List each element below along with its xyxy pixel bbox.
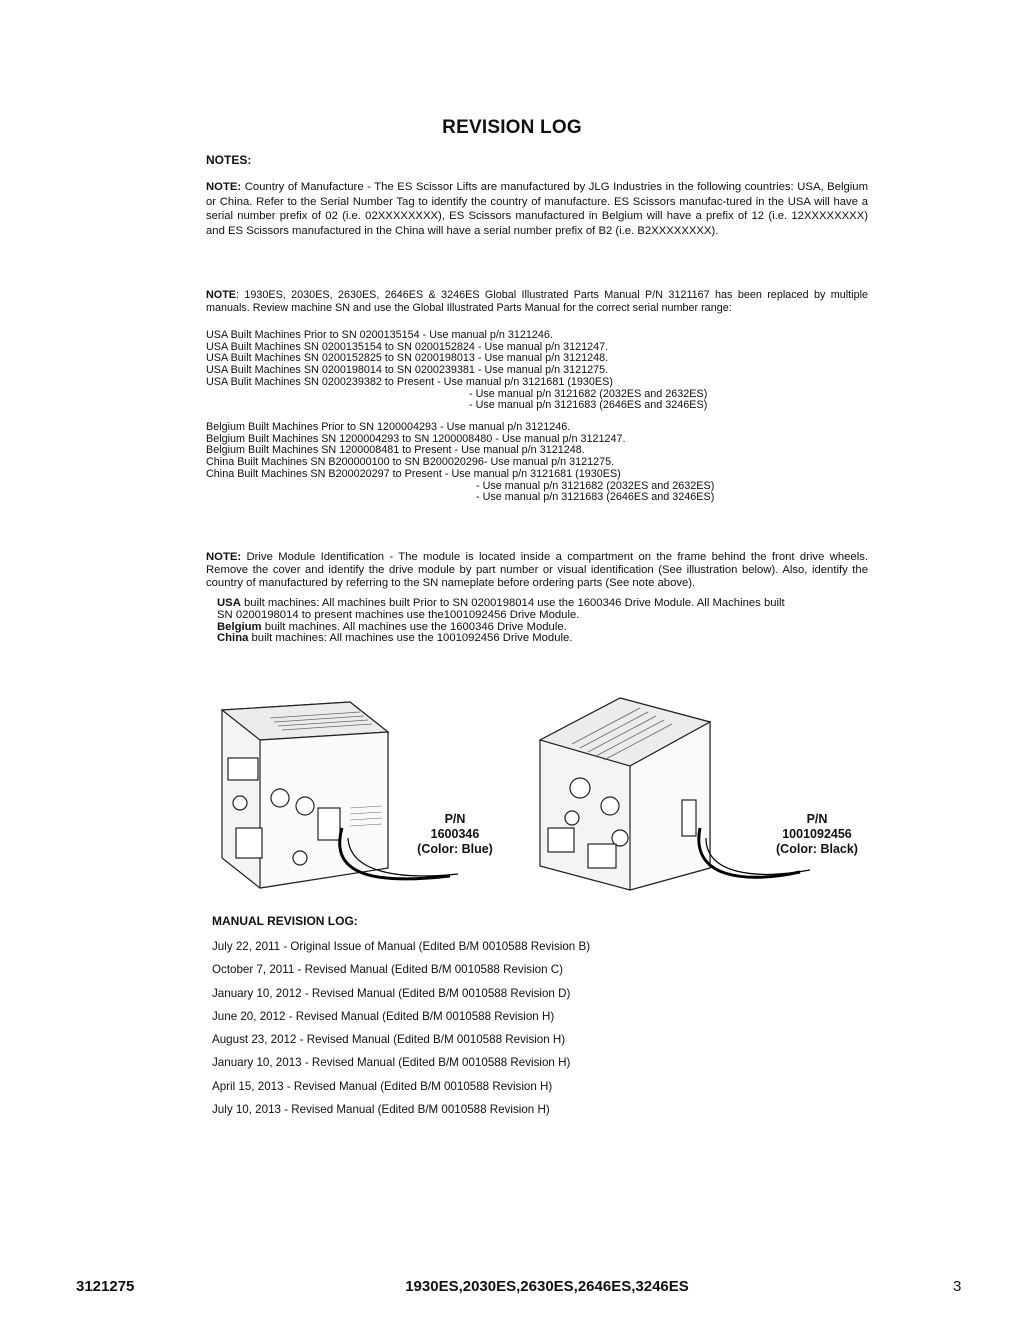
module-label-right: P/N 1001092456 (Color: Black) <box>776 812 858 856</box>
list-item: August 23, 2012 - Revised Manual (Edited B/M 0010588 Revision H) <box>212 1033 566 1047</box>
revision-list <box>212 940 590 1126</box>
page-number: 3 <box>953 1278 962 1295</box>
drive-module-drawing <box>200 688 880 918</box>
list-item: USA Built Machines Prior to SN 0200135154 - Use manual p/n 3121246. <box>206 329 553 341</box>
list-item: - Use manual p/n 3121683 (2646ES and 3246ES) <box>469 399 708 412</box>
usa-serial-list <box>206 330 707 412</box>
note-drive-module <box>206 551 868 591</box>
list-item: - Use manual p/n 3121683 (2646ES and 3246ES) <box>476 491 715 504</box>
list-item: USA Built Machines SN 0200135154 to SN 0200152824 - Use manual p/n 3121247. <box>206 340 609 353</box>
doc-number: 3121275 <box>76 1278 135 1295</box>
drive-module-1001092456-image <box>540 698 710 890</box>
list-item: Belgium Built Machines SN 1200004293 to SN 1200008480 - Use manual p/n 3121247. <box>206 432 626 445</box>
list-item: China Built Machines SN B200020297 to Present - Use manual p/n 3121681 (1930ES) <box>206 467 621 480</box>
list-item: SN 0200198014 to present machines use the1001092456 Drive Module. <box>217 608 580 621</box>
list-item: USA built machines: All machines built Prior to SN 0200198014 use the 1600346 Drive Module. All Machines built <box>217 597 785 609</box>
list-item: - Use manual p/n 3121682 (2032ES and 2632ES) <box>469 387 708 400</box>
page-footer <box>0 1278 1024 1298</box>
note-text: Country of Manufacture - The ES Scissor Lifts are manufactured by JLG Industries in the following countries: USA, Belgium or China. Refer to the Serial Number Tag to identify the country of manufacture. ES Scissors manufac-tured in the USA will have a serial number prefix of 02 (i.e. 02XXXXXXXX), ES Scissors manufactured in Belgium will have a prefix of 12 (i.e. 12XXXXXXXX) and ES Scissors manufactured in the China will have a serial number prefix of B2 (i.e. B2XXXXXXXX). <box>206 181 868 237</box>
list-item: USA Built Machines SN 0200198014 to SN 0200239381 - Use manual p/n 3121275. <box>206 364 609 377</box>
footer-models: 1930ES,2030ES,2630ES,2646ES,3246ES <box>405 1278 689 1295</box>
list-item: Belgium built machines. All machines use the 1600346 Drive Module. <box>217 620 567 633</box>
list-item: USA Built Machines SN 0200152825 to SN 0200198013 - Use manual p/n 3121248. <box>206 352 609 365</box>
drive-module-1600346-image <box>222 702 388 888</box>
list-item: Belgium Built Machines Prior to SN 1200004293 - Use manual p/n 3121246. <box>206 421 571 433</box>
list-item: China Built Machines SN B200000100 to SN B200020296- Use manual p/n 3121275. <box>206 456 615 469</box>
list-item: China built machines: All machines use the 1001092456 Drive Module. <box>217 632 573 645</box>
page-title: REVISION LOG <box>442 117 582 138</box>
note-text: : 1930ES, 2030ES, 2630ES, 2646ES & 3246ES Global Illustrated Parts Manual P/N 3121167 has been replaced by multiple manuals. Review machine SN and use the Global Illustrated Parts Manual for the correct serial number range: <box>206 289 868 315</box>
manual-revision-heading: MANUAL REVISION LOG: <box>212 914 358 928</box>
note-parts-manual <box>206 289 868 315</box>
note-text: Drive Module Identification - The module is located inside a compartment on the frame behind the front drive wheels. Remove the cover and identify the drive module by part number or visual identification (See illustration below). Also, identify the country of manufactured by referring to the SN nameplate before ordering parts (See note above). <box>206 551 868 590</box>
list-item: April 15, 2013 - Revised Manual (Edited B/M 0010588 Revision H) <box>212 1079 553 1093</box>
module-label-left: P/N 1600346 (Color: Blue) <box>417 812 493 856</box>
list-item: October 7, 2011 - Revised Manual (Edited B/M 0010588 Revision C) <box>212 963 563 977</box>
belgium-china-serial-list <box>206 422 714 504</box>
list-item: January 10, 2012 - Revised Manual (Edited B/M 0010588 Revision D) <box>212 986 571 1000</box>
list-item: - Use manual p/n 3121682 (2032ES and 2632ES) <box>476 479 715 492</box>
list-item: July 10, 2013 - Revised Manual (Edited B/M 0010588 Revision H) <box>212 1103 550 1117</box>
drive-module-illustrations <box>200 688 880 918</box>
notes-heading: NOTES: <box>206 153 252 167</box>
list-item: Belgium Built Machines SN 1200008481 to Present - Use manual p/n 3121248. <box>206 444 585 457</box>
list-item: June 20, 2012 - Revised Manual (Edited B/M 0010588 Revision H) <box>212 1009 555 1023</box>
note-country-of-manufacture <box>206 180 868 238</box>
note-label: NOTE <box>206 289 236 301</box>
list-item: USA Bulit Machines SN 0200239382 to Present - Use manual p/n 3121681 (1930ES) <box>206 375 613 388</box>
list-item: January 10, 2013 - Revised Manual (Edited B/M 0010588 Revision H) <box>212 1056 571 1070</box>
note-label: NOTE: <box>206 551 242 563</box>
list-item: July 22, 2011 - Original Issue of Manual (Edited B/M 0010588 Revision B) <box>212 940 591 953</box>
drive-module-countries <box>217 598 877 645</box>
note-label: NOTE: <box>206 181 242 193</box>
